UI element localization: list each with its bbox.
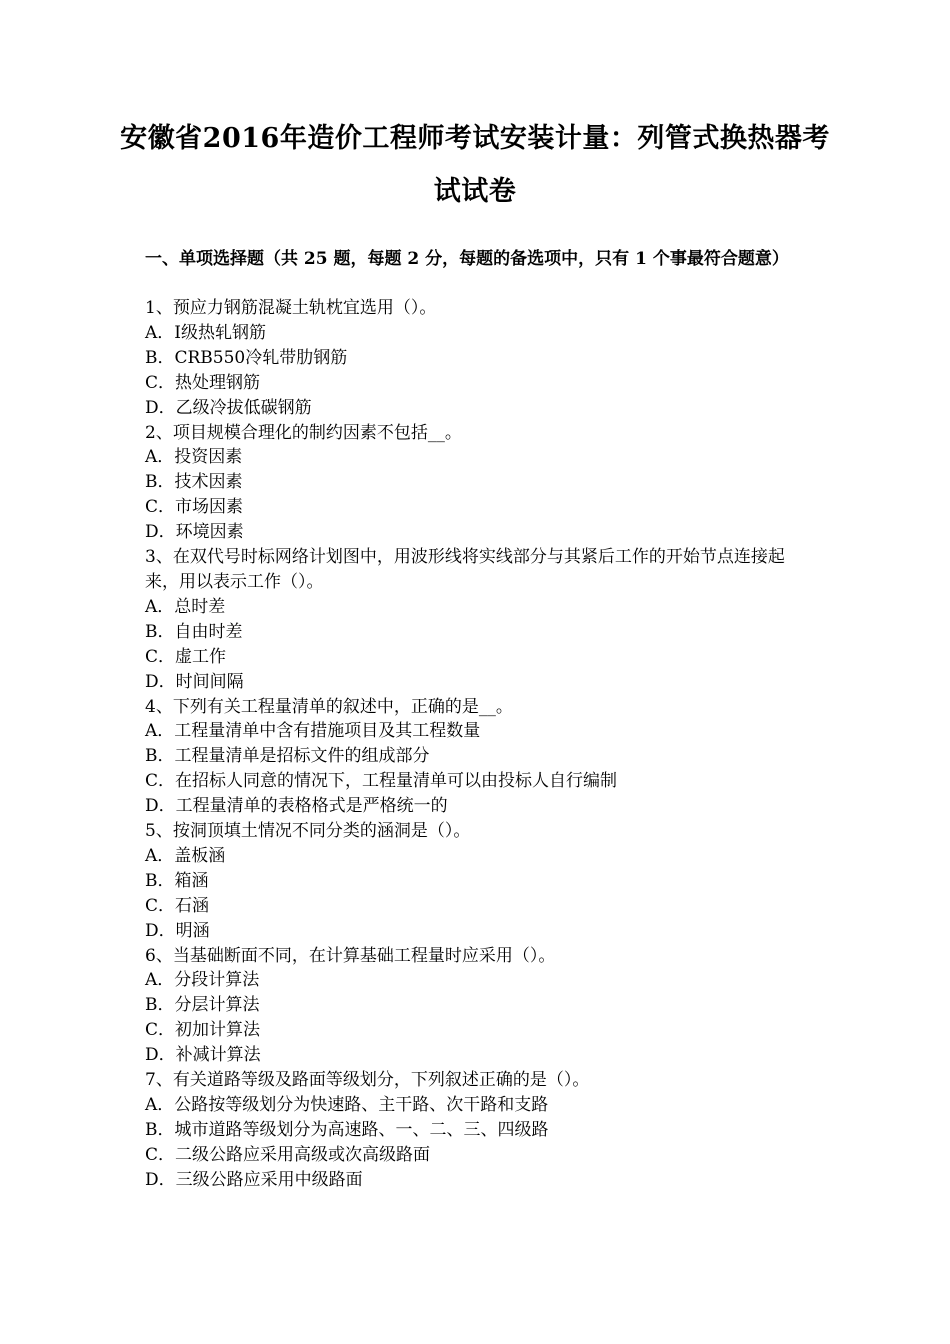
- question-stem: 7、有关道路等级及路面等级划分，下列叙述正确的是（）。: [145, 1070, 590, 1091]
- option-a: A．公路按等级划分为快速路、主干路、次干路和支路: [145, 1095, 549, 1115]
- option-d: D．乙级冷拔低碳钢筋: [145, 397, 312, 418]
- option-c: C．初加计算法: [145, 1020, 261, 1041]
- option-d: D．明涵: [145, 920, 210, 941]
- question-item: [145, 296, 809, 421]
- option-b: B．箱涵: [145, 870, 209, 891]
- option-b: B．自由时差: [145, 621, 243, 642]
- option-c: C．虚工作: [145, 646, 227, 667]
- option-b: B．分层计算法: [145, 995, 260, 1016]
- document-title: 安徽省2016年造价工程师考试安装计量：列管式换热器考试试卷: [120, 123, 830, 207]
- question-item: [145, 421, 809, 546]
- question-stem: 2、项目规模合理化的制约因素不包括__。: [145, 422, 462, 443]
- option-d: D．补减计算法: [145, 1045, 261, 1066]
- question-stem: 6、当基础断面不同，在计算基础工程量时应采用（）。: [145, 945, 556, 966]
- question-stem: 5、按洞顶填土情况不同分类的涵洞是（）。: [145, 821, 471, 842]
- question-item: [145, 1068, 809, 1193]
- question-stem: 1、预应力钢筋混凝土轨枕宜选用（）。: [145, 298, 437, 318]
- option-d: D．时间间隔: [145, 671, 244, 692]
- question-item: [145, 695, 809, 820]
- option-c: C．市场因素: [145, 497, 244, 518]
- option-c: C．二级公路应采用高级或次高级路面: [145, 1144, 431, 1165]
- question-stem: 3、在双代号时标网络计划图中，用波形线将实线部分与其紧后工作的开始节点连接起来，用以表示工作（）。: [145, 547, 785, 592]
- option-a: A．投资因素: [145, 447, 243, 468]
- option-b: B．工程量清单是招标文件的组成部分: [145, 746, 430, 767]
- option-b: B．城市道路等级划分为高速路、一、二、三、四级路: [145, 1119, 549, 1140]
- option-a: A．分段计算法: [145, 970, 260, 991]
- option-d: D．工程量清单的表格格式是严格统一的: [145, 796, 448, 817]
- option-a: A．工程量清单中含有措施项目及其工程数量: [145, 721, 481, 742]
- section-heading: 一、单项选择题（共 25 题，每题 2 分，每题的备选项中，只有 1 个事最符合题意）: [145, 249, 789, 269]
- option-a: A．Ⅰ级热轧钢筋: [145, 322, 266, 343]
- option-b: B．技术因素: [145, 472, 243, 493]
- question-item: [145, 819, 809, 944]
- option-d: D．三级公路应采用中级路面: [145, 1169, 363, 1190]
- question-stem: 4、下列有关工程量清单的叙述中，正确的是__。: [145, 696, 513, 717]
- option-c: C．在招标人同意的情况下，工程量清单可以由投标人自行编制: [145, 771, 618, 792]
- option-c: C．热处理钢筋: [145, 372, 261, 393]
- option-b: B．CRB550冷轧带肋钢筋: [145, 347, 348, 368]
- question-item: [145, 545, 809, 694]
- question-item: [145, 944, 809, 1069]
- option-a: A．总时差: [145, 596, 226, 617]
- option-d: D．环境因素: [145, 522, 244, 543]
- option-a: A．盖板涵: [145, 845, 226, 866]
- question-list: [145, 296, 809, 1193]
- option-c: C．石涵: [145, 895, 210, 916]
